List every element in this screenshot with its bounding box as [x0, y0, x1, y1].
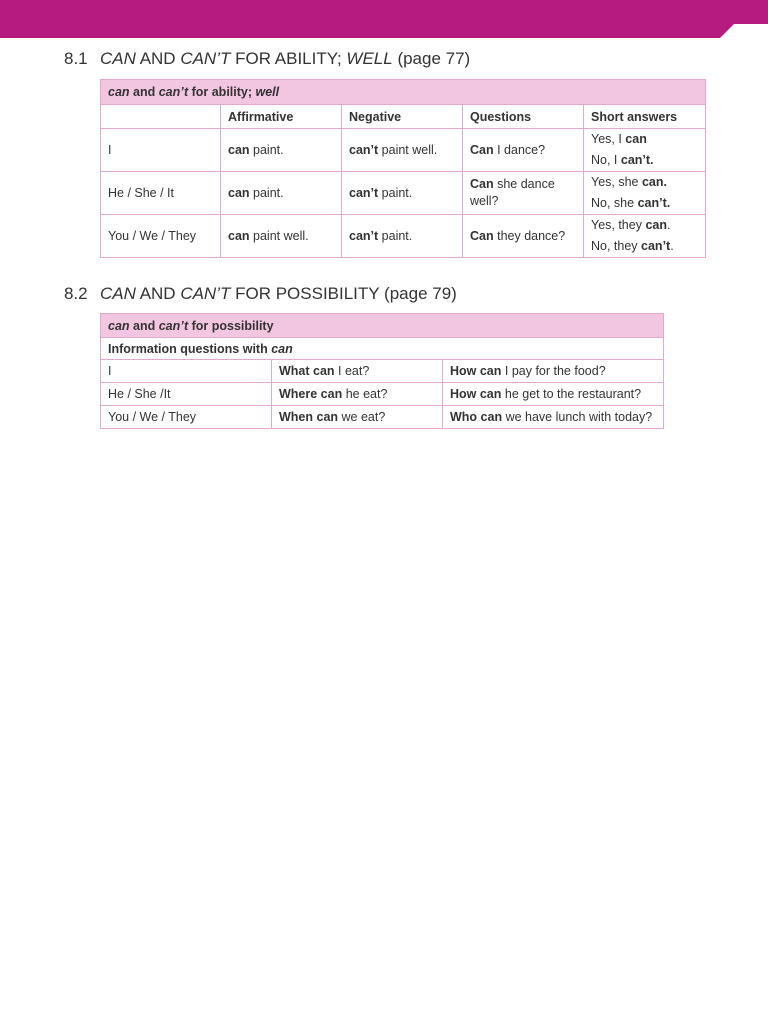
text-run: they dance?	[493, 229, 566, 243]
header-band-tab	[720, 0, 768, 24]
text-run: Can	[470, 177, 494, 191]
text-run: for ability;	[188, 85, 256, 99]
question-cell	[443, 360, 664, 383]
text-run: he eat?	[342, 387, 388, 401]
text-run: How can	[450, 387, 502, 401]
text-run: can	[228, 229, 250, 243]
header-negative: Negative	[342, 105, 463, 129]
negative-cell	[342, 129, 463, 172]
table-subtitle	[101, 338, 664, 360]
table-header-row	[101, 105, 706, 129]
short-answers-cell	[584, 172, 706, 215]
subject-cell: You / We / They	[101, 406, 272, 429]
text-run: What can	[279, 364, 335, 378]
text-run: When can	[279, 410, 339, 424]
text-run: we eat?	[338, 410, 386, 424]
question-cell	[443, 383, 664, 406]
text-run: can	[645, 218, 667, 232]
text-run: paint.	[249, 143, 284, 157]
text-run: FOR ABILITY;	[230, 49, 347, 68]
header-band	[0, 0, 720, 38]
short-answer-no	[591, 236, 698, 257]
text-run: No, she	[591, 196, 638, 210]
affirmative-cell	[221, 172, 342, 215]
text-run: Who can	[450, 410, 503, 424]
table-row	[101, 360, 664, 383]
text-run: Information questions with	[108, 341, 272, 356]
text-run: I dance?	[493, 143, 546, 157]
text-run: can’t	[641, 239, 671, 253]
text-run: Where can	[279, 387, 343, 401]
text-run: Yes, she	[591, 175, 642, 189]
text-run: WELL	[346, 49, 393, 68]
text-run: can	[108, 85, 130, 99]
text-run: I eat?	[334, 364, 370, 378]
text-run: can	[228, 143, 250, 157]
text-run: can’t	[349, 229, 379, 243]
text-run: she dance well?	[470, 177, 555, 208]
table-row	[101, 406, 664, 429]
text-run: How can	[450, 364, 502, 378]
question-cell	[463, 215, 584, 258]
text-run: can	[625, 132, 647, 146]
text-run: Yes, they	[591, 218, 646, 232]
header-affirmative: Affirmative	[221, 105, 342, 129]
text-run: paint.	[378, 186, 413, 200]
text-run: and	[129, 318, 159, 333]
text-run: AND	[135, 284, 181, 303]
subject-cell: I	[101, 129, 221, 172]
section-heading-8-2	[64, 284, 457, 304]
short-answer-yes	[591, 129, 698, 150]
question-cell	[272, 406, 443, 429]
text-run: I pay for the food?	[501, 364, 606, 378]
text-run: .	[666, 218, 671, 232]
text-run: (page 77)	[392, 49, 471, 68]
table-subtitle-row	[101, 338, 664, 360]
text-run: we have lunch with today?	[502, 410, 653, 424]
question-cell	[443, 406, 664, 429]
text-run: CAN’T	[180, 284, 231, 303]
table-title-row	[101, 80, 706, 105]
text-run: and	[129, 85, 159, 99]
short-answer-no	[591, 193, 698, 214]
text-run: paint.	[249, 186, 284, 200]
text-run: FOR POSSIBILITY (page 79)	[230, 284, 457, 303]
text-run: well	[255, 85, 280, 99]
text-run: No, I	[591, 153, 621, 167]
subject-cell: I	[101, 360, 272, 383]
question-cell	[272, 360, 443, 383]
negative-cell	[342, 172, 463, 215]
text-run: paint well.	[378, 143, 438, 157]
text-run: Yes, I	[591, 132, 626, 146]
question-cell	[463, 129, 584, 172]
section-title	[100, 49, 470, 68]
short-answer-yes	[591, 172, 698, 193]
text-run: Can	[470, 143, 494, 157]
text-run: can’t	[349, 186, 379, 200]
table-title	[101, 314, 664, 338]
header-questions: Questions	[463, 105, 584, 129]
text-run: can’t	[158, 85, 189, 99]
short-answers-cell	[584, 215, 706, 258]
affirmative-cell	[221, 215, 342, 258]
ability-table	[100, 79, 706, 258]
table-title	[101, 80, 706, 105]
possibility-table	[100, 313, 664, 429]
subject-cell: You / We / They	[101, 215, 221, 258]
text-run: for possibility	[188, 318, 274, 333]
text-run: CAN’T	[180, 49, 231, 68]
text-run: No, they	[591, 239, 642, 253]
text-run: can’t.	[620, 153, 654, 167]
table-title-row	[101, 314, 664, 338]
text-run: AND	[135, 49, 181, 68]
short-answers-cell	[584, 129, 706, 172]
text-run: can	[108, 318, 130, 333]
text-run: can’t	[349, 143, 379, 157]
table-row	[101, 129, 706, 172]
section-number: 8.2	[64, 284, 88, 303]
question-cell	[272, 383, 443, 406]
text-run: .	[670, 239, 674, 253]
table-row	[101, 172, 706, 215]
header-short-answers: Short answers	[584, 105, 706, 129]
text-run: CAN	[100, 49, 136, 68]
section-number: 8.1	[64, 49, 88, 68]
short-answer-no	[591, 150, 698, 171]
text-run: he get to the restaurant?	[501, 387, 642, 401]
table-row	[101, 215, 706, 258]
subject-cell: He / She /It	[101, 383, 272, 406]
subject-cell: He / She / It	[101, 172, 221, 215]
text-run: paint.	[378, 229, 413, 243]
text-run: Can	[470, 229, 494, 243]
text-run: can’t	[158, 318, 189, 333]
section-title	[100, 284, 457, 303]
section-heading-8-1	[64, 49, 470, 69]
question-cell	[463, 172, 584, 215]
short-answer-yes	[591, 215, 698, 236]
affirmative-cell	[221, 129, 342, 172]
text-run: can’t.	[637, 196, 671, 210]
text-run: can.	[641, 175, 667, 189]
text-run: can	[271, 341, 293, 356]
text-run: can	[228, 186, 250, 200]
text-run: paint well.	[249, 229, 309, 243]
header-subject	[101, 105, 221, 129]
table-row	[101, 383, 664, 406]
text-run: CAN	[100, 284, 136, 303]
negative-cell	[342, 215, 463, 258]
